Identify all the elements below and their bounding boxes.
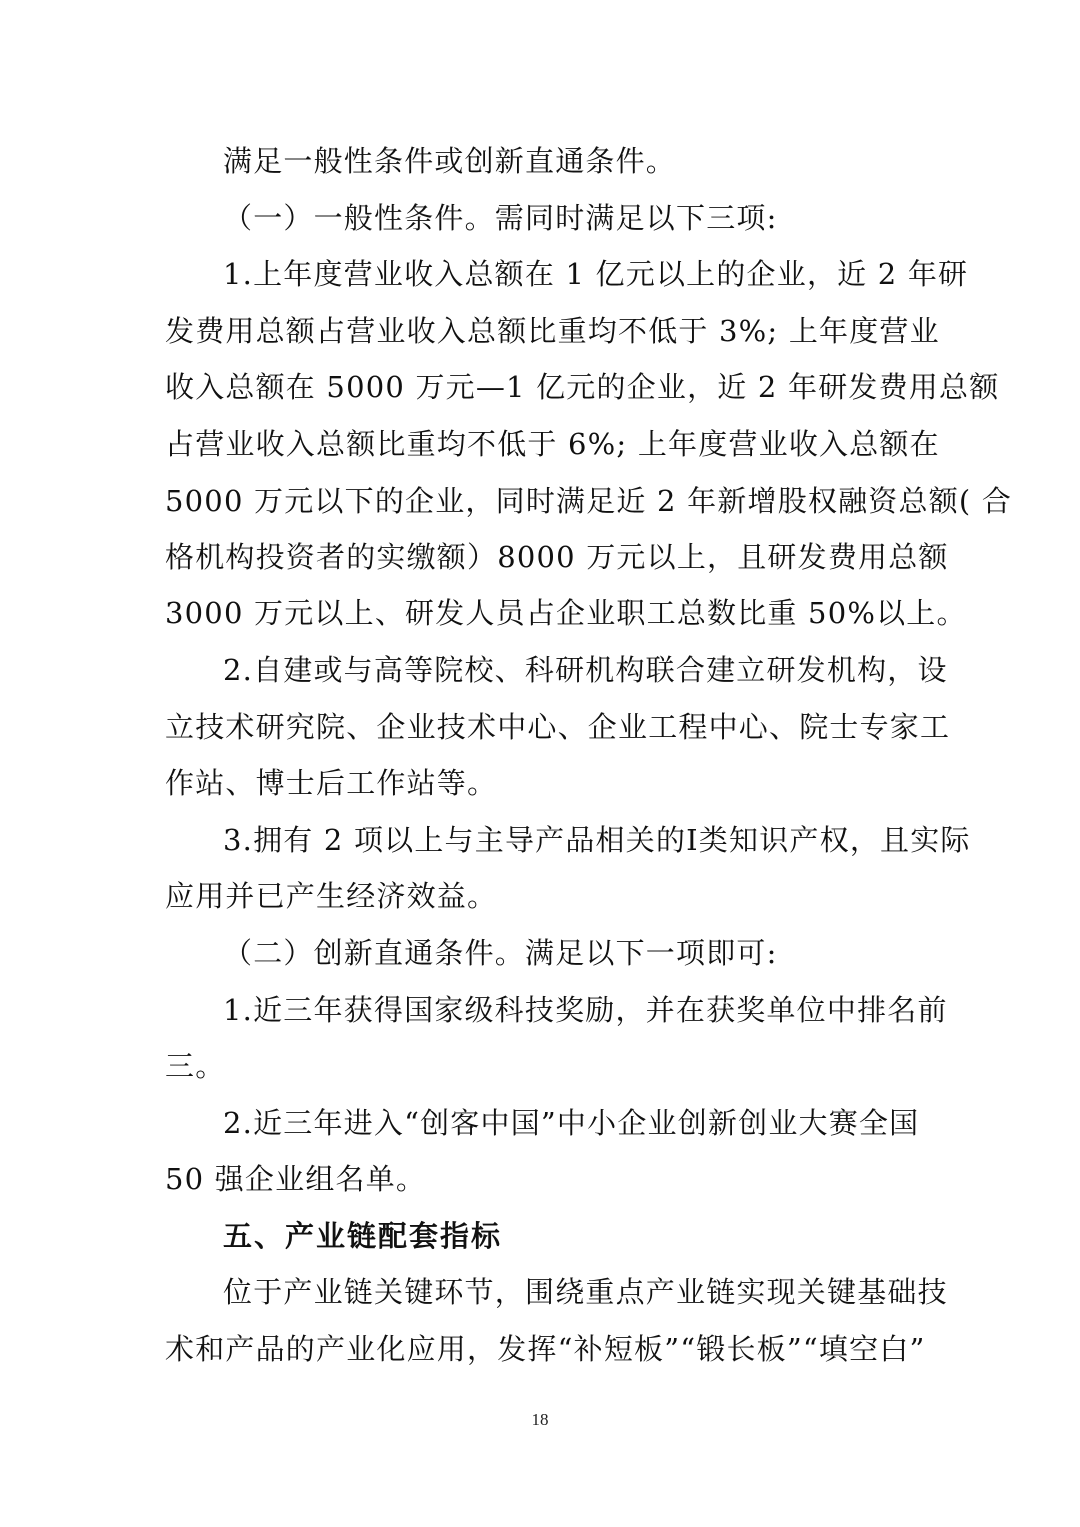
section-heading: 五、产业链配套指标	[223, 1219, 503, 1253]
paragraph-line: 应用并已产生经济效益。	[165, 879, 498, 913]
paragraph-line: 收入总额在 5000 万元—1 亿元的企业，近 2 年研发费用总额	[165, 370, 1000, 404]
paragraph-line: 发费用总额占营业收入总额比重均不低于 3%; 上年度营业	[165, 314, 940, 348]
paragraph-line: 1.上年度营业收入总额在 1 亿元以上的企业，近 2 年研	[223, 257, 969, 291]
paragraph-line: 50 强企业组名单。	[165, 1162, 427, 1196]
paragraph-line: 三。	[165, 1049, 226, 1083]
paragraph-line: 占营业收入总额比重均不低于 6%; 上年度营业收入总额在	[165, 427, 940, 461]
paragraph-line: 作站、博士后工作站等。	[165, 766, 498, 800]
paragraph-line: 3.拥有 2 项以上与主导产品相关的I类知识产权，且实际	[223, 823, 971, 857]
paragraph-line: 位于产业链关键环节，围绕重点产业链实现关键基础技	[223, 1275, 948, 1309]
paragraph-line: 3000 万元以上、研发人员占企业职工总数比重 50%以上。	[165, 596, 967, 630]
paragraph-line: 2.自建或与高等院校、科研机构联合建立研发机构，设	[223, 653, 948, 687]
paragraph-line: 术和产品的产业化应用，发挥“补短板”“锻长板”“填空白”	[165, 1332, 926, 1366]
paragraph-line: 2.近三年进入“创客中国”中小企业创新创业大赛全国	[223, 1106, 920, 1140]
paragraph-line: 5000 万元以下的企业，同时满足近 2 年新增股权融资总额( 合	[165, 484, 1013, 518]
paragraph-line: 满足一般性条件或创新直通条件。	[223, 144, 677, 178]
subsection-heading-innovation: （二）创新直通条件。满足以下一项即可:	[223, 936, 778, 970]
page-number: 18	[531, 1410, 549, 1429]
paragraph-line: 格机构投资者的实缴额）8000 万元以上，且研发费用总额	[165, 540, 949, 574]
subsection-heading-general: （一）一般性条件。需同时满足以下三项:	[223, 201, 778, 235]
paragraph-line: 1.近三年获得国家级科技奖励，并在获奖单位中排名前	[223, 993, 948, 1027]
paragraph-line: 立技术研究院、企业技术中心、企业工程中心、院士专家工	[165, 710, 951, 744]
